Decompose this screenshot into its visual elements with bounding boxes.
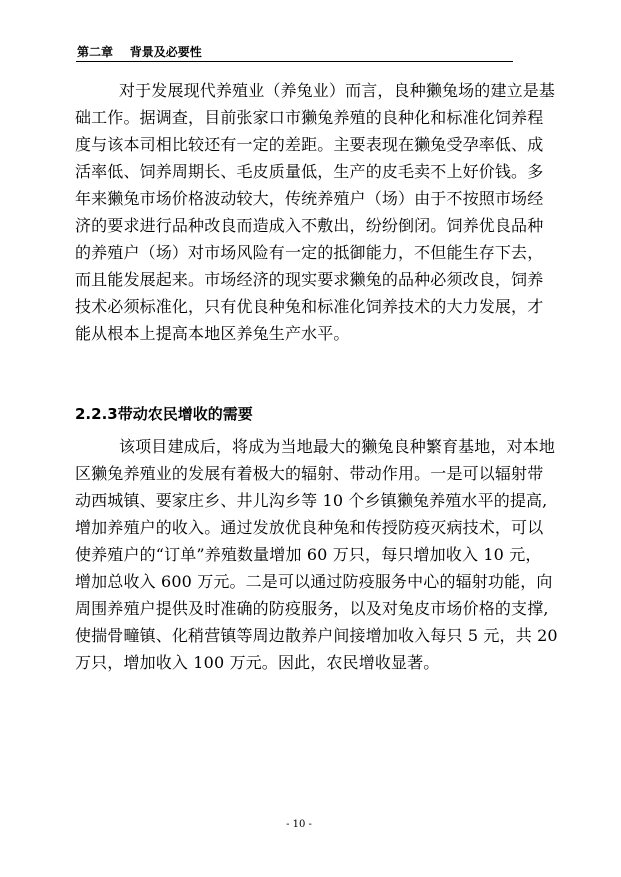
section-heading — [75, 404, 253, 424]
paragraph-line: 度与该本司相比较还有一定的差距。主要表现在獭兔受孕率低、成 — [75, 135, 544, 154]
paragraph-farmer-income — [75, 433, 558, 676]
paragraph-background — [75, 77, 556, 347]
paragraph-line: 能从根本上提高本地区养兔生产水平。 — [75, 324, 350, 343]
paragraph-line: 济的要求进行品种改良而造成入不敷出，纷纷倒闭。饲养优良品种 — [75, 216, 544, 235]
paragraph-line: 活率低、饲养周期长、毛皮质量低，生产的皮毛卖不上好价钱。多 — [75, 162, 544, 181]
running-header — [77, 44, 512, 60]
section-number: 2.2.3 — [75, 405, 118, 423]
paragraph-line: 动西城镇、要家庄乡、井儿沟乡等 10 个乡镇獭兔养殖水平的提高, — [75, 491, 548, 510]
paragraph-line: 增加总收入 600 万元。二是可以通过防疫服务中心的辐射功能，向 — [75, 572, 553, 591]
paragraph-line: 周围养殖户提供及时准确的防疫服务，以及对兔皮市场价格的支撑, — [75, 599, 549, 618]
paragraph-line: 的养殖户（场）对市场风险有一定的抵御能力，不但能生存下去， — [75, 243, 544, 262]
chapter-number: 第二章 — [77, 45, 114, 59]
paragraph-line: 而且能发展起来。市场经济的现实要求獭兔的品种必须改良，饲养 — [75, 270, 544, 289]
paragraph-line: 万只，增加收入 100 万元。因此，农民增收显著。 — [75, 653, 440, 672]
chapter-title: 背景及必要性 — [129, 45, 202, 59]
paragraph-line: 础工作。据调查，目前张家口市獭兔养殖的良种化和标准化饲养程 — [75, 108, 544, 127]
paragraph-line: 区獭兔养殖业的发展有着极大的辐射、带动作用。一是可以辐射带 — [75, 464, 544, 483]
header-rule — [76, 61, 513, 62]
page-number: - 10 - — [286, 819, 312, 830]
paragraph-line: 技术必须标准化，只有优良种兔和标准化饲养技术的大力发展，才 — [75, 297, 544, 316]
paragraph-line: 该项目建成后，将成为当地最大的獭兔良种繁育基地，对本地 — [119, 437, 556, 456]
paragraph-line: 对于发展现代养殖业（养兔业）而言，良种獭兔场的建立是基 — [119, 81, 556, 100]
paragraph-line: 增加养殖户的收入。通过发放优良种兔和传授防疫灭病技术，可以 — [75, 518, 544, 537]
paragraph-line: 年来獭兔市场价格波动较大，传统养殖户（场）由于不按照市场经 — [75, 189, 544, 208]
section-title: 带动农民增收的需要 — [117, 405, 253, 423]
paragraph-line: 使养殖户的“订单”养殖数量增加 60 万只，每只增加收入 10 元， — [75, 545, 542, 564]
paragraph-line: 使揣骨疃镇、化稍营镇等周边散养户间接增加收入每只 5 元，共 20 — [75, 626, 558, 645]
